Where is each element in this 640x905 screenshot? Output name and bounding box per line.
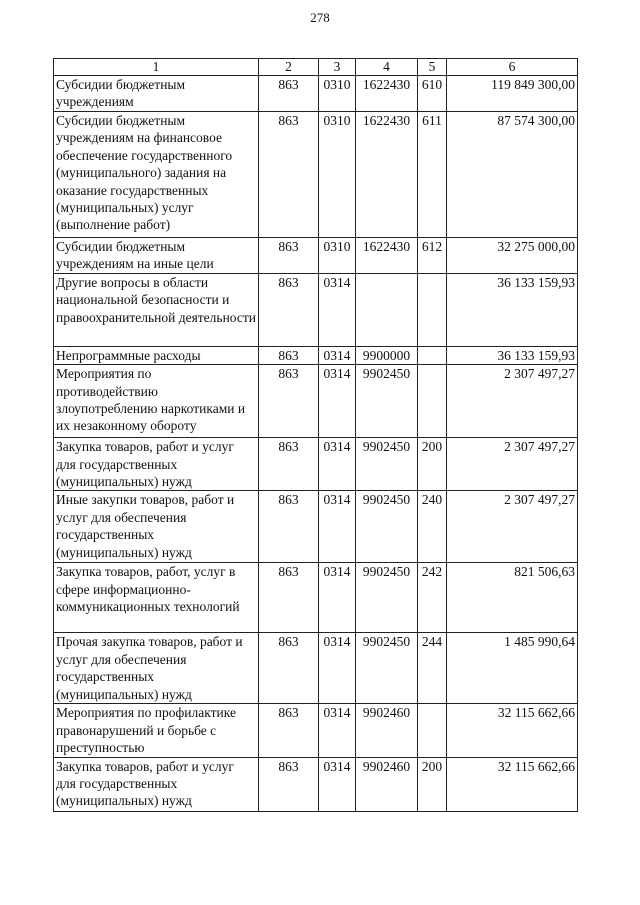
cell-section-code: 0314 (319, 563, 356, 633)
cell-section-code: 0314 (319, 633, 356, 704)
cell-name: Иные закупки товаров, работ и услуг для обеспечения государственных (муниципальных) нужд (54, 491, 259, 563)
cell-expense-type (418, 365, 447, 438)
cell-ministry-code: 863 (259, 704, 319, 757)
cell-ministry-code: 863 (259, 238, 319, 274)
cell-target-code: 9902450 (356, 438, 418, 491)
cell-name: Субсидии бюджетным учреждениям на иные цели (54, 238, 259, 274)
table-row (54, 273, 578, 346)
cell-target-code: 9902450 (356, 633, 418, 704)
cell-amount: 87 574 300,00 (447, 112, 578, 238)
cell-ministry-code: 863 (259, 563, 319, 633)
table-row (54, 491, 578, 563)
cell-ministry-code: 863 (259, 633, 319, 704)
cell-ministry-code: 863 (259, 112, 319, 238)
cell-ministry-code: 863 (259, 273, 319, 346)
cell-section-code: 0310 (319, 112, 356, 238)
cell-section-code: 0314 (319, 273, 356, 346)
cell-name: Субсидии бюджетным учреждениям на финансовое обеспечение государственного (муниципального) задания на оказание государственных (муниципальных) услуг (выполнение работ) (54, 112, 259, 238)
cell-ministry-code: 863 (259, 757, 319, 811)
cell-name: Закупка товаров, работ и услуг для государственных (муниципальных) нужд (54, 438, 259, 491)
table-row (54, 563, 578, 633)
cell-amount: 2 307 497,27 (447, 438, 578, 491)
cell-ministry-code: 863 (259, 438, 319, 491)
cell-target-code: 1622430 (356, 76, 418, 112)
cell-name: Мероприятия по профилактике правонарушений и борьбе с преступностью (54, 704, 259, 757)
cell-ministry-code: 863 (259, 491, 319, 563)
cell-name: Мероприятия по противодействию злоупотреблению наркотиками и их незаконному обороту (54, 365, 259, 438)
table-row (54, 633, 578, 704)
table-row (54, 346, 578, 364)
cell-ministry-code: 863 (259, 76, 319, 112)
cell-target-code: 9902450 (356, 563, 418, 633)
cell-section-code: 0314 (319, 704, 356, 757)
cell-amount: 2 307 497,27 (447, 365, 578, 438)
table-row (54, 438, 578, 491)
cell-amount: 821 506,63 (447, 563, 578, 633)
cell-section-code: 0314 (319, 346, 356, 364)
table-row (54, 365, 578, 438)
cell-target-code: 1622430 (356, 238, 418, 274)
cell-expense-type: 200 (418, 757, 447, 811)
cell-name: Закупка товаров, работ и услуг для государственных (муниципальных) нужд (54, 757, 259, 811)
cell-name: Закупка товаров, работ, услуг в сфере информационно-коммуникационных технологий (54, 563, 259, 633)
cell-name: Непрограммные расходы (54, 346, 259, 364)
cell-expense-type: 244 (418, 633, 447, 704)
header-row (54, 59, 578, 76)
table-row (54, 76, 578, 112)
cell-ministry-code: 863 (259, 365, 319, 438)
cell-section-code: 0314 (319, 491, 356, 563)
cell-name: Другие вопросы в области национальной безопасности и правоохранительной деятельности (54, 273, 259, 346)
cell-expense-type: 612 (418, 238, 447, 274)
cell-expense-type: 610 (418, 76, 447, 112)
cell-section-code: 0314 (319, 438, 356, 491)
table-row (54, 704, 578, 757)
cell-section-code: 0314 (319, 365, 356, 438)
cell-amount: 119 849 300,00 (447, 76, 578, 112)
cell-amount: 36 133 159,93 (447, 273, 578, 346)
header-col-1: 1 (54, 59, 259, 76)
cell-amount: 32 115 662,66 (447, 757, 578, 811)
cell-section-code: 0310 (319, 76, 356, 112)
header-col-5: 5 (418, 59, 447, 76)
cell-name: Прочая закупка товаров, работ и услуг для обеспечения государственных (муниципальных) нужд (54, 633, 259, 704)
cell-target-code: 9900000 (356, 346, 418, 364)
cell-expense-type (418, 273, 447, 346)
cell-expense-type: 242 (418, 563, 447, 633)
table-row (54, 238, 578, 274)
cell-target-code (356, 273, 418, 346)
cell-target-code: 9902450 (356, 491, 418, 563)
cell-ministry-code: 863 (259, 346, 319, 364)
cell-expense-type: 200 (418, 438, 447, 491)
table-row (54, 112, 578, 238)
cell-expense-type: 611 (418, 112, 447, 238)
cell-target-code: 9902450 (356, 365, 418, 438)
budget-table (53, 58, 578, 812)
cell-target-code: 9902460 (356, 704, 418, 757)
table-row (54, 757, 578, 811)
cell-amount: 36 133 159,93 (447, 346, 578, 364)
header-col-3: 3 (319, 59, 356, 76)
cell-name: Субсидии бюджетным учреждениям (54, 76, 259, 112)
cell-amount: 32 275 000,00 (447, 238, 578, 274)
cell-amount: 2 307 497,27 (447, 491, 578, 563)
cell-expense-type (418, 346, 447, 364)
header-col-6: 6 (447, 59, 578, 76)
cell-section-code: 0310 (319, 238, 356, 274)
cell-amount: 1 485 990,64 (447, 633, 578, 704)
cell-expense-type (418, 704, 447, 757)
cell-expense-type: 240 (418, 491, 447, 563)
header-col-2: 2 (259, 59, 319, 76)
cell-section-code: 0314 (319, 757, 356, 811)
page-number: 278 (310, 10, 330, 25)
cell-target-code: 1622430 (356, 112, 418, 238)
cell-target-code: 9902460 (356, 757, 418, 811)
cell-amount: 32 115 662,66 (447, 704, 578, 757)
header-col-4: 4 (356, 59, 418, 76)
